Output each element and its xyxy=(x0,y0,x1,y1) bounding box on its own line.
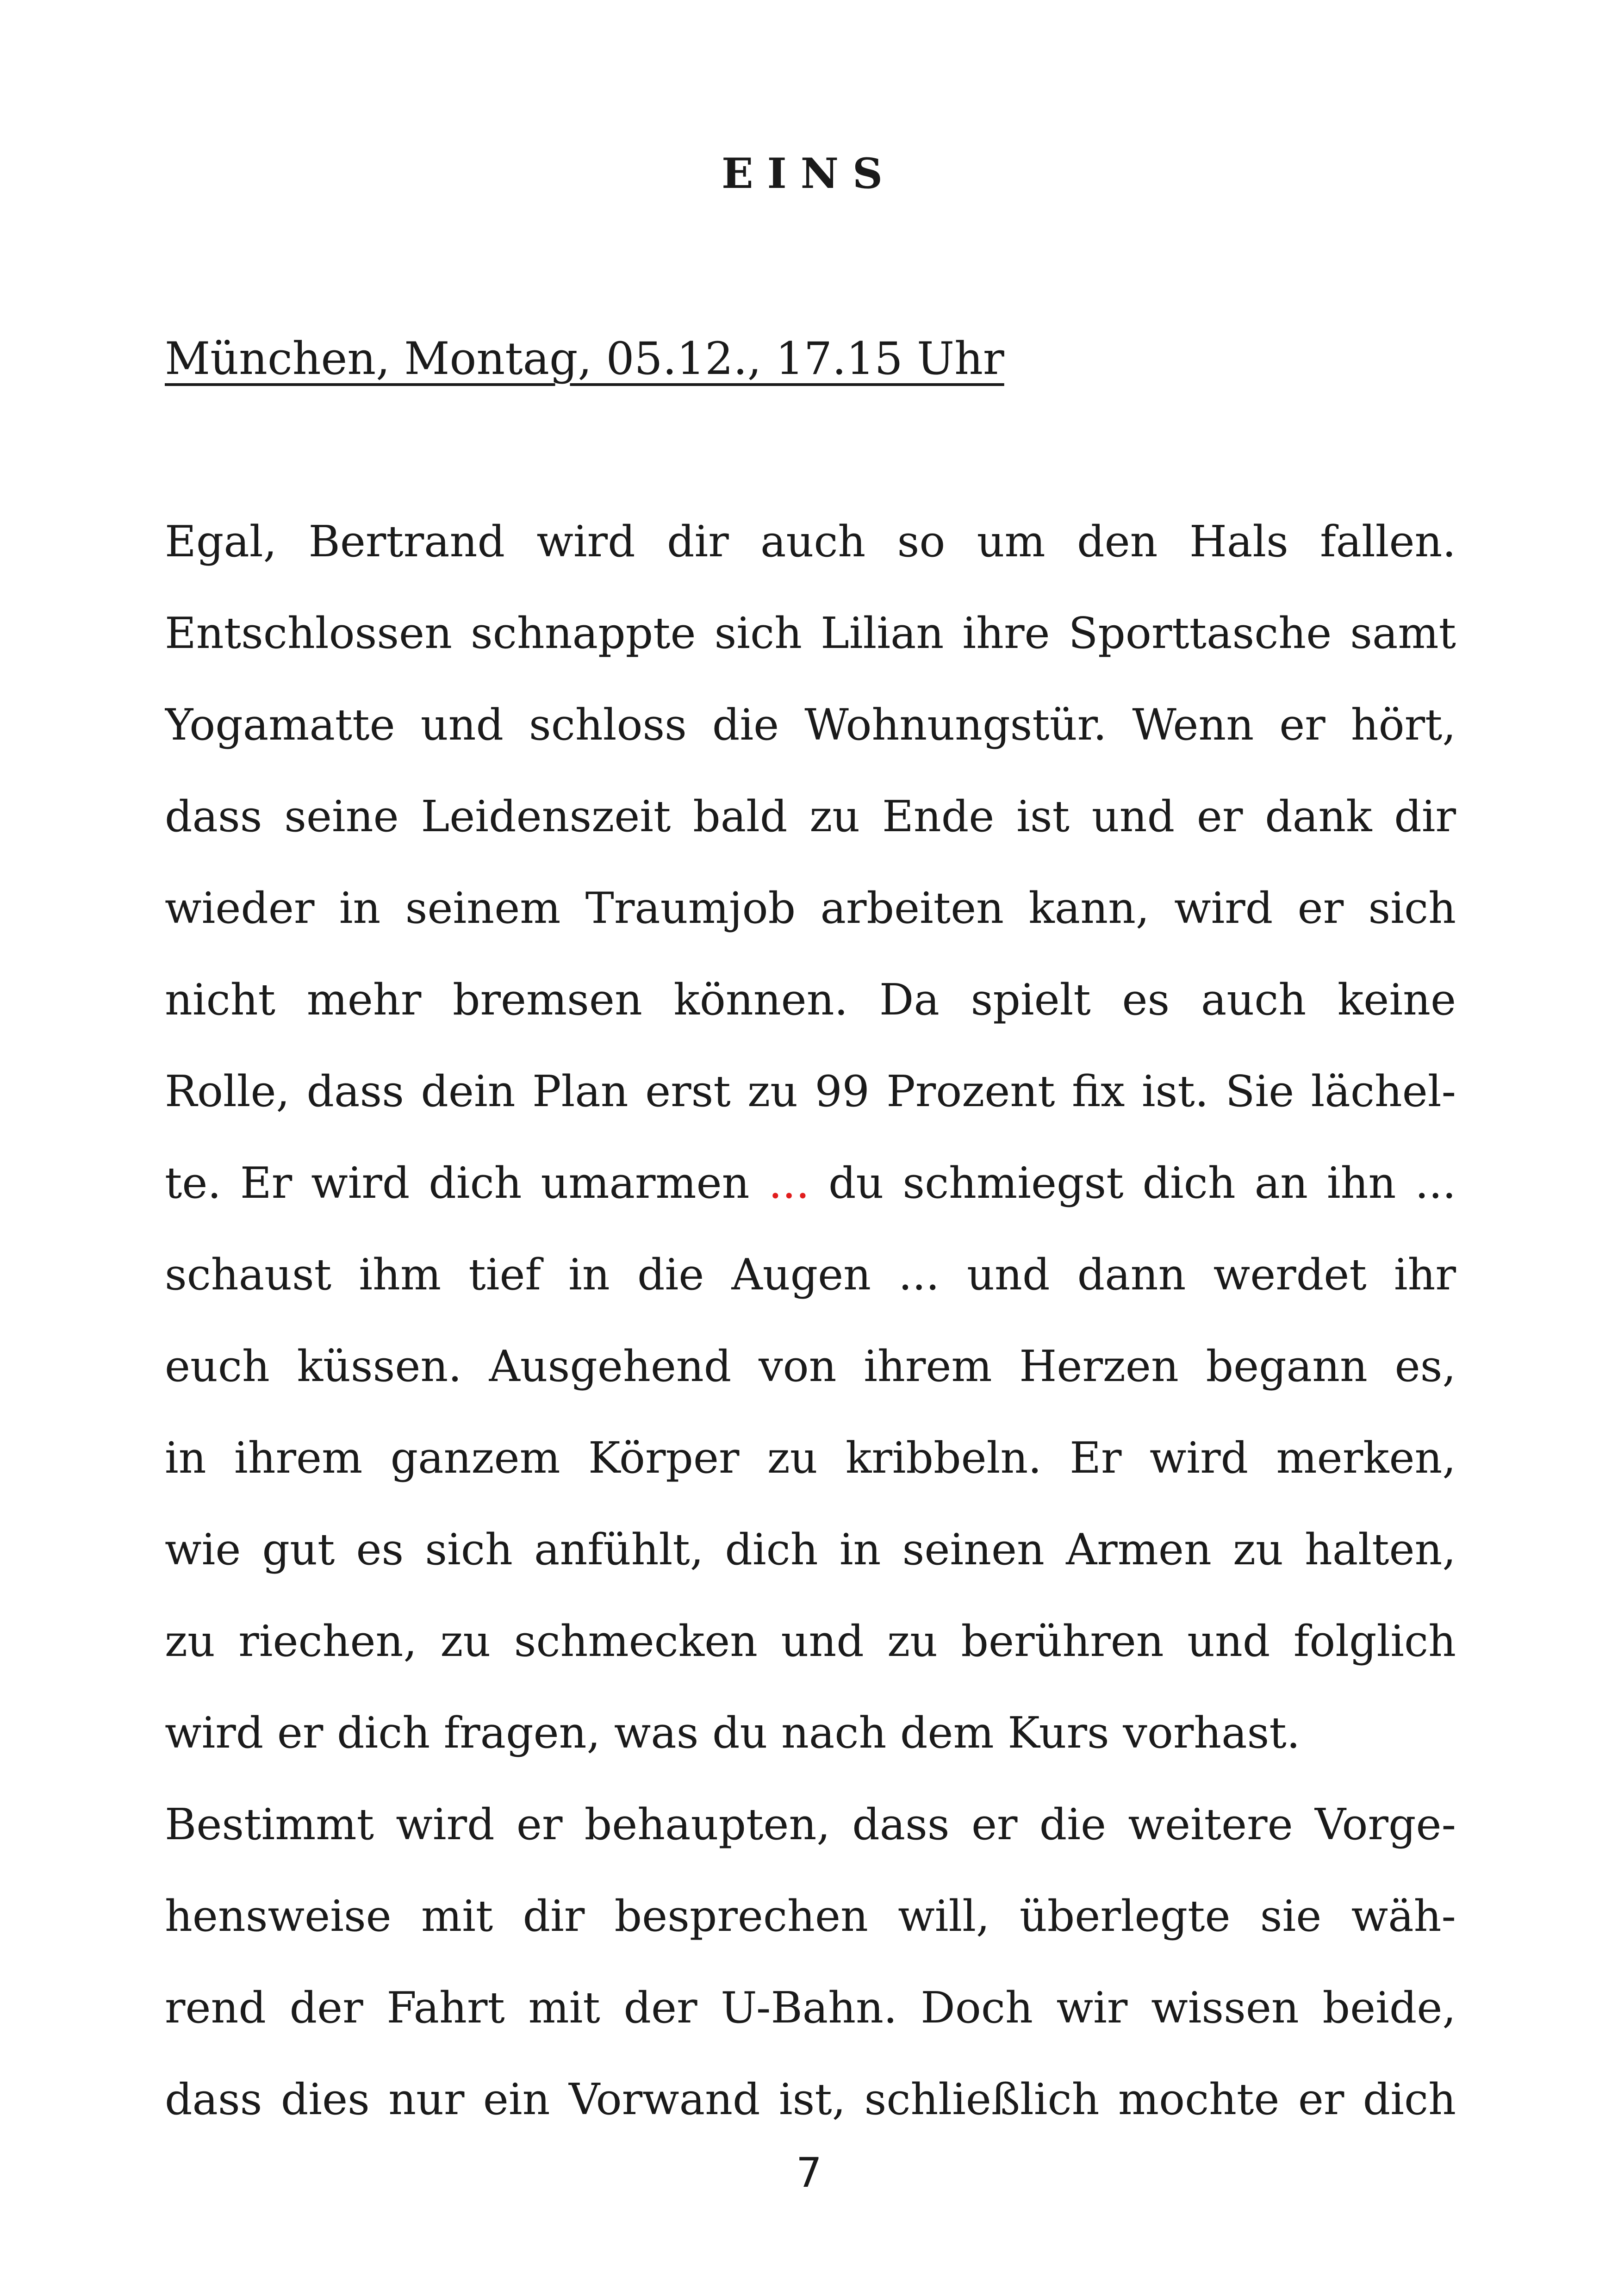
text-line: Bestimmt wird er behaupten, dass er die weitere Vorge- xyxy=(165,1799,1456,1849)
text-line: nicht mehr bremsen können. Da spielt es auch keine xyxy=(165,975,1456,1025)
text-line: dass seine Leidenszeit bald zu Ende ist und er dank dir xyxy=(165,791,1456,841)
text-segment: du schmiegst dich an ihn ... xyxy=(809,1158,1456,1208)
text-line: Yogamatte und schloss die Wohnungstür. Wenn er hört, xyxy=(165,700,1456,750)
text-line: hensweise mit dir besprechen will, überlegte sie wäh- xyxy=(165,1891,1456,1941)
text-line: Rolle, dass dein Plan erst zu 99 Prozent fix ist. Sie lächel- xyxy=(165,1066,1456,1116)
text-line xyxy=(165,1155,1456,1247)
text-line: wie gut es sich anfühlt, dich in seinen Armen zu halten, xyxy=(165,1524,1456,1574)
dateline: München, Montag, 05.12., 17.15 Uhr xyxy=(165,333,1004,385)
highlighted-ellipsis: ... xyxy=(768,1158,810,1208)
text-line: schaust ihm tief in die Augen ... und dann werdet ihr xyxy=(165,1250,1456,1300)
text-line: zu riechen, zu schmecken und zu berühren und folglich xyxy=(165,1616,1456,1666)
text-line: Entschlossen schnappte sich Lilian ihre Sporttasche samt xyxy=(165,608,1456,658)
text-line: Egal, Bertrand wird dir auch so um den Hals fallen. xyxy=(165,516,1456,566)
page-number: 7 xyxy=(796,2149,822,2196)
body-text xyxy=(165,514,1456,2163)
text-line: dass dies nur ein Vorwand ist, schließlich mochte er dich xyxy=(165,2074,1456,2124)
text-line: in ihrem ganzem Körper zu kribbeln. Er wird merken, xyxy=(165,1433,1456,1483)
text-line: wird er dich fragen, was du nach dem Kurs vorhast. xyxy=(165,1708,1301,1758)
chapter-title: EINS xyxy=(722,149,896,198)
text-line: wieder in seinem Traumjob arbeiten kann, wird er sich xyxy=(165,883,1456,933)
text-line: euch küssen. Ausgehend von ihrem Herzen begann es, xyxy=(165,1341,1456,1391)
text-line: rend der Fahrt mit der U-Bahn. Doch wir wissen beide, xyxy=(165,1983,1456,2033)
text-segment: te. Er wird dich umarmen xyxy=(165,1158,769,1208)
